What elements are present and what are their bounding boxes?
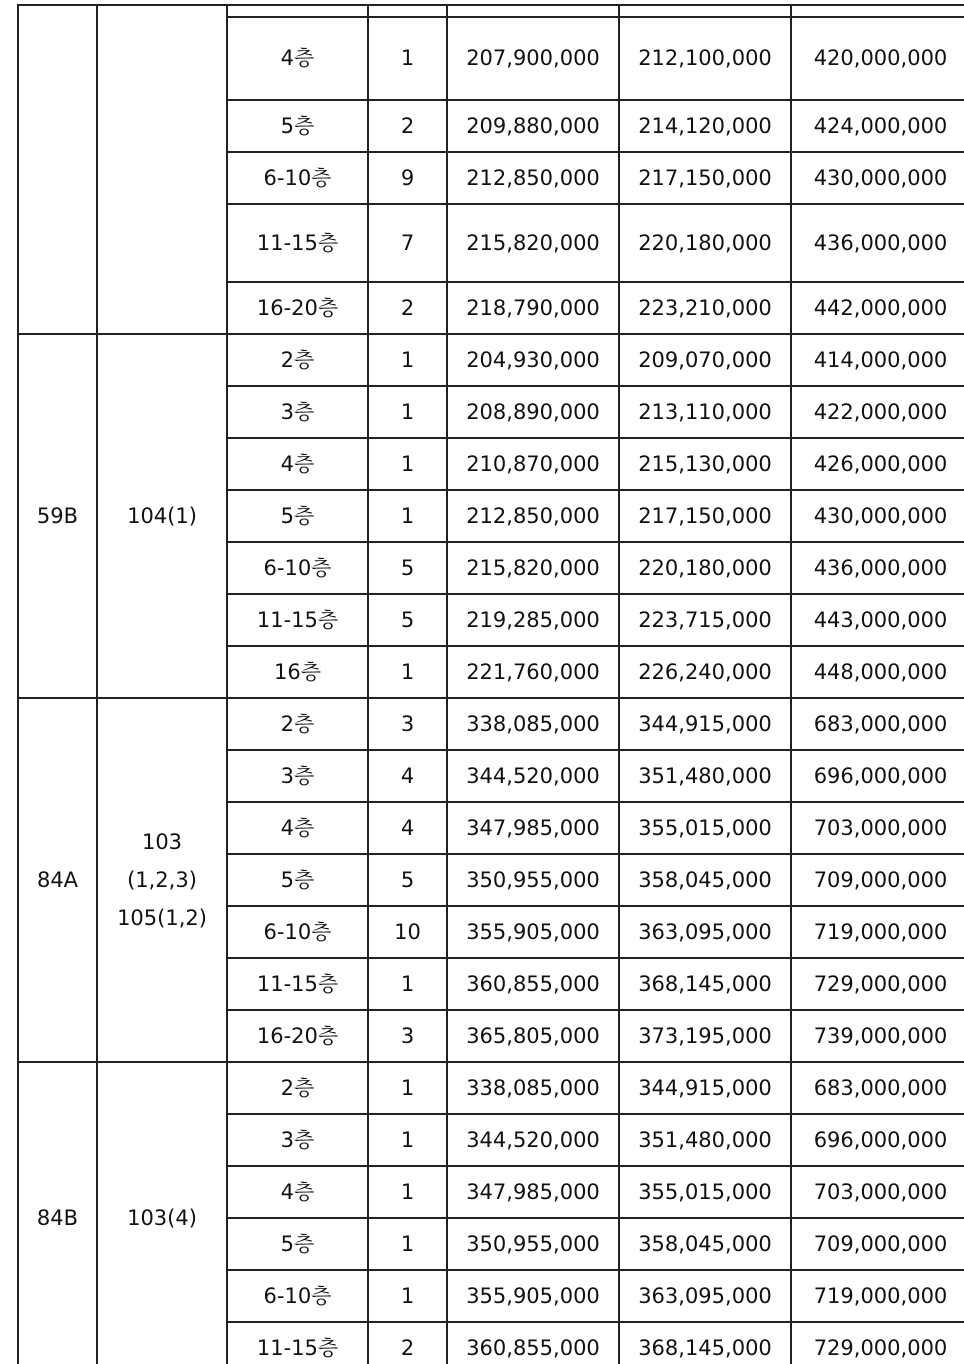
price-b-cell: 212,100,000	[619, 17, 791, 100]
price-b-cell: 217,150,000	[619, 490, 791, 542]
floor-cell: 2층	[227, 1062, 368, 1114]
price-a-cell: 212,850,000	[447, 152, 619, 204]
price-a-cell: 365,805,000	[447, 1010, 619, 1062]
price-b-cell: 368,145,000	[619, 958, 791, 1010]
total-price-cell: 436,000,000	[791, 542, 964, 594]
price-b-cell: 351,480,000	[619, 1114, 791, 1166]
price-a-cell: 344,520,000	[447, 1114, 619, 1166]
price-b-cell: 344,915,000	[619, 1062, 791, 1114]
total-price-cell: 729,000,000	[791, 958, 964, 1010]
units-cell: 3	[368, 1010, 447, 1062]
price-b-cell: 214,120,000	[619, 100, 791, 152]
total-price-cell: 709,000,000	[791, 1218, 964, 1270]
total-price-cell: 709,000,000	[791, 854, 964, 906]
units-cell: 2	[368, 1322, 447, 1364]
continuation-row	[18, 5, 964, 17]
price-a-cell: 355,905,000	[447, 1270, 619, 1322]
units-cell: 3	[368, 698, 447, 750]
price-b-cell: 358,045,000	[619, 854, 791, 906]
price-a-cell: 350,955,000	[447, 854, 619, 906]
dong-cell: 104(1)	[97, 334, 227, 698]
floor-cell: 6-10층	[227, 1270, 368, 1322]
total-price-cell: 430,000,000	[791, 152, 964, 204]
total-price-cell: 442,000,000	[791, 282, 964, 334]
floor-cell: 3층	[227, 1114, 368, 1166]
price-b-cell: 351,480,000	[619, 750, 791, 802]
floor-cell: 4층	[227, 17, 368, 100]
total-price-cell: 719,000,000	[791, 1270, 964, 1322]
units-cell: 4	[368, 802, 447, 854]
units-cell: 4	[368, 750, 447, 802]
price-b-cell: 213,110,000	[619, 386, 791, 438]
floor-cell: 5층	[227, 490, 368, 542]
units-cell: 1	[368, 958, 447, 1010]
price-b-cell: 220,180,000	[619, 204, 791, 282]
floor-cell: 16-20층	[227, 282, 368, 334]
price-a-cell: 338,085,000	[447, 698, 619, 750]
price-b-cell: 223,210,000	[619, 282, 791, 334]
units-cell: 1	[368, 646, 447, 698]
total-price-cell: 703,000,000	[791, 1166, 964, 1218]
price-b-cell: 226,240,000	[619, 646, 791, 698]
units-cell: 1	[368, 386, 447, 438]
units-cell: 5	[368, 542, 447, 594]
floor-cell: 16층	[227, 646, 368, 698]
floor-cell: 2층	[227, 698, 368, 750]
floor-cell: 11-15층	[227, 1322, 368, 1364]
price-a-cell: 360,855,000	[447, 958, 619, 1010]
price-a-cell: 355,905,000	[447, 906, 619, 958]
total-price-cell: 426,000,000	[791, 438, 964, 490]
units-cell: 1	[368, 1218, 447, 1270]
total-price-cell: 430,000,000	[791, 490, 964, 542]
floor-cell: 2층	[227, 334, 368, 386]
price-b-cell: 373,195,000	[619, 1010, 791, 1062]
price-a-cell: 207,900,000	[447, 17, 619, 100]
price-b-cell: 355,015,000	[619, 1166, 791, 1218]
total-price-cell: 448,000,000	[791, 646, 964, 698]
total-price-cell: 696,000,000	[791, 1114, 964, 1166]
total-price-cell: 703,000,000	[791, 802, 964, 854]
units-cell: 5	[368, 594, 447, 646]
units-cell: 1	[368, 334, 447, 386]
total-price-cell: 422,000,000	[791, 386, 964, 438]
price-a-cell: 215,820,000	[447, 204, 619, 282]
price-b-cell: 358,045,000	[619, 1218, 791, 1270]
units-cell: 1	[368, 1114, 447, 1166]
type-cell: 59B	[18, 334, 97, 698]
floor-cell: 11-15층	[227, 594, 368, 646]
price-a-cell: 212,850,000	[447, 490, 619, 542]
units-cell: 7	[368, 204, 447, 282]
floor-cell: 6-10층	[227, 906, 368, 958]
units-cell: 2	[368, 282, 447, 334]
units-cell: 9	[368, 152, 447, 204]
price-a-cell: 221,760,000	[447, 646, 619, 698]
price-b-cell: 363,095,000	[619, 906, 791, 958]
dong-cell: 103(4)	[97, 1062, 227, 1364]
price-a-cell: 347,985,000	[447, 1166, 619, 1218]
dong-line: 105(1,2)	[117, 906, 207, 930]
floor-cell: 4층	[227, 1166, 368, 1218]
floor-cell: 5층	[227, 1218, 368, 1270]
units-cell: 1	[368, 1270, 447, 1322]
price-b-cell: 209,070,000	[619, 334, 791, 386]
price-a-cell: 350,955,000	[447, 1218, 619, 1270]
total-price-cell: 424,000,000	[791, 100, 964, 152]
floor-cell: 5층	[227, 100, 368, 152]
price-b-cell: 355,015,000	[619, 802, 791, 854]
price-b-cell: 368,145,000	[619, 1322, 791, 1364]
units-cell: 1	[368, 17, 447, 100]
price-b-cell: 220,180,000	[619, 542, 791, 594]
price-table	[17, 4, 964, 1364]
units-cell: 1	[368, 490, 447, 542]
price-b-cell: 344,915,000	[619, 698, 791, 750]
price-b-cell: 363,095,000	[619, 1270, 791, 1322]
price-a-cell: 204,930,000	[447, 334, 619, 386]
units-cell: 2	[368, 100, 447, 152]
type-cell: 84B	[18, 1062, 97, 1364]
total-price-cell: 414,000,000	[791, 334, 964, 386]
dong-line: 103	[141, 830, 183, 854]
price-b-cell: 215,130,000	[619, 438, 791, 490]
price-a-cell: 347,985,000	[447, 802, 619, 854]
floor-cell: 16-20층	[227, 1010, 368, 1062]
dong-line: (1,2,3)	[127, 868, 197, 892]
type-cell: 84A	[18, 698, 97, 1062]
total-price-cell: 719,000,000	[791, 906, 964, 958]
floor-cell: 3층	[227, 386, 368, 438]
total-price-cell: 739,000,000	[791, 1010, 964, 1062]
total-price-cell: 729,000,000	[791, 1322, 964, 1364]
price-a-cell: 218,790,000	[447, 282, 619, 334]
price-b-cell: 223,715,000	[619, 594, 791, 646]
price-b-cell: 217,150,000	[619, 152, 791, 204]
floor-cell: 6-10층	[227, 152, 368, 204]
type-cell-empty	[18, 5, 97, 334]
price-a-cell: 209,880,000	[447, 100, 619, 152]
units-cell: 1	[368, 438, 447, 490]
floor-cell: 11-15층	[227, 204, 368, 282]
total-price-cell: 683,000,000	[791, 1062, 964, 1114]
total-price-cell: 683,000,000	[791, 698, 964, 750]
floor-cell: 6-10층	[227, 542, 368, 594]
units-cell: 5	[368, 854, 447, 906]
price-a-cell: 219,285,000	[447, 594, 619, 646]
total-price-cell: 436,000,000	[791, 204, 964, 282]
total-price-cell: 443,000,000	[791, 594, 964, 646]
price-a-cell: 208,890,000	[447, 386, 619, 438]
total-price-cell: 696,000,000	[791, 750, 964, 802]
table-row	[18, 698, 964, 750]
price-a-cell: 215,820,000	[447, 542, 619, 594]
dong-cell-empty	[97, 5, 227, 334]
price-a-cell: 344,520,000	[447, 750, 619, 802]
price-a-cell: 360,855,000	[447, 1322, 619, 1364]
floor-cell: 4층	[227, 438, 368, 490]
total-price-cell: 420,000,000	[791, 17, 964, 100]
table-row	[18, 334, 964, 386]
floor-cell: 3층	[227, 750, 368, 802]
units-cell: 1	[368, 1062, 447, 1114]
price-a-cell: 210,870,000	[447, 438, 619, 490]
floor-cell: 11-15층	[227, 958, 368, 1010]
dong-cell	[97, 698, 227, 1062]
floor-cell: 5층	[227, 854, 368, 906]
units-cell: 1	[368, 1166, 447, 1218]
table-row	[18, 1062, 964, 1114]
price-a-cell: 338,085,000	[447, 1062, 619, 1114]
floor-cell: 4층	[227, 802, 368, 854]
units-cell: 10	[368, 906, 447, 958]
